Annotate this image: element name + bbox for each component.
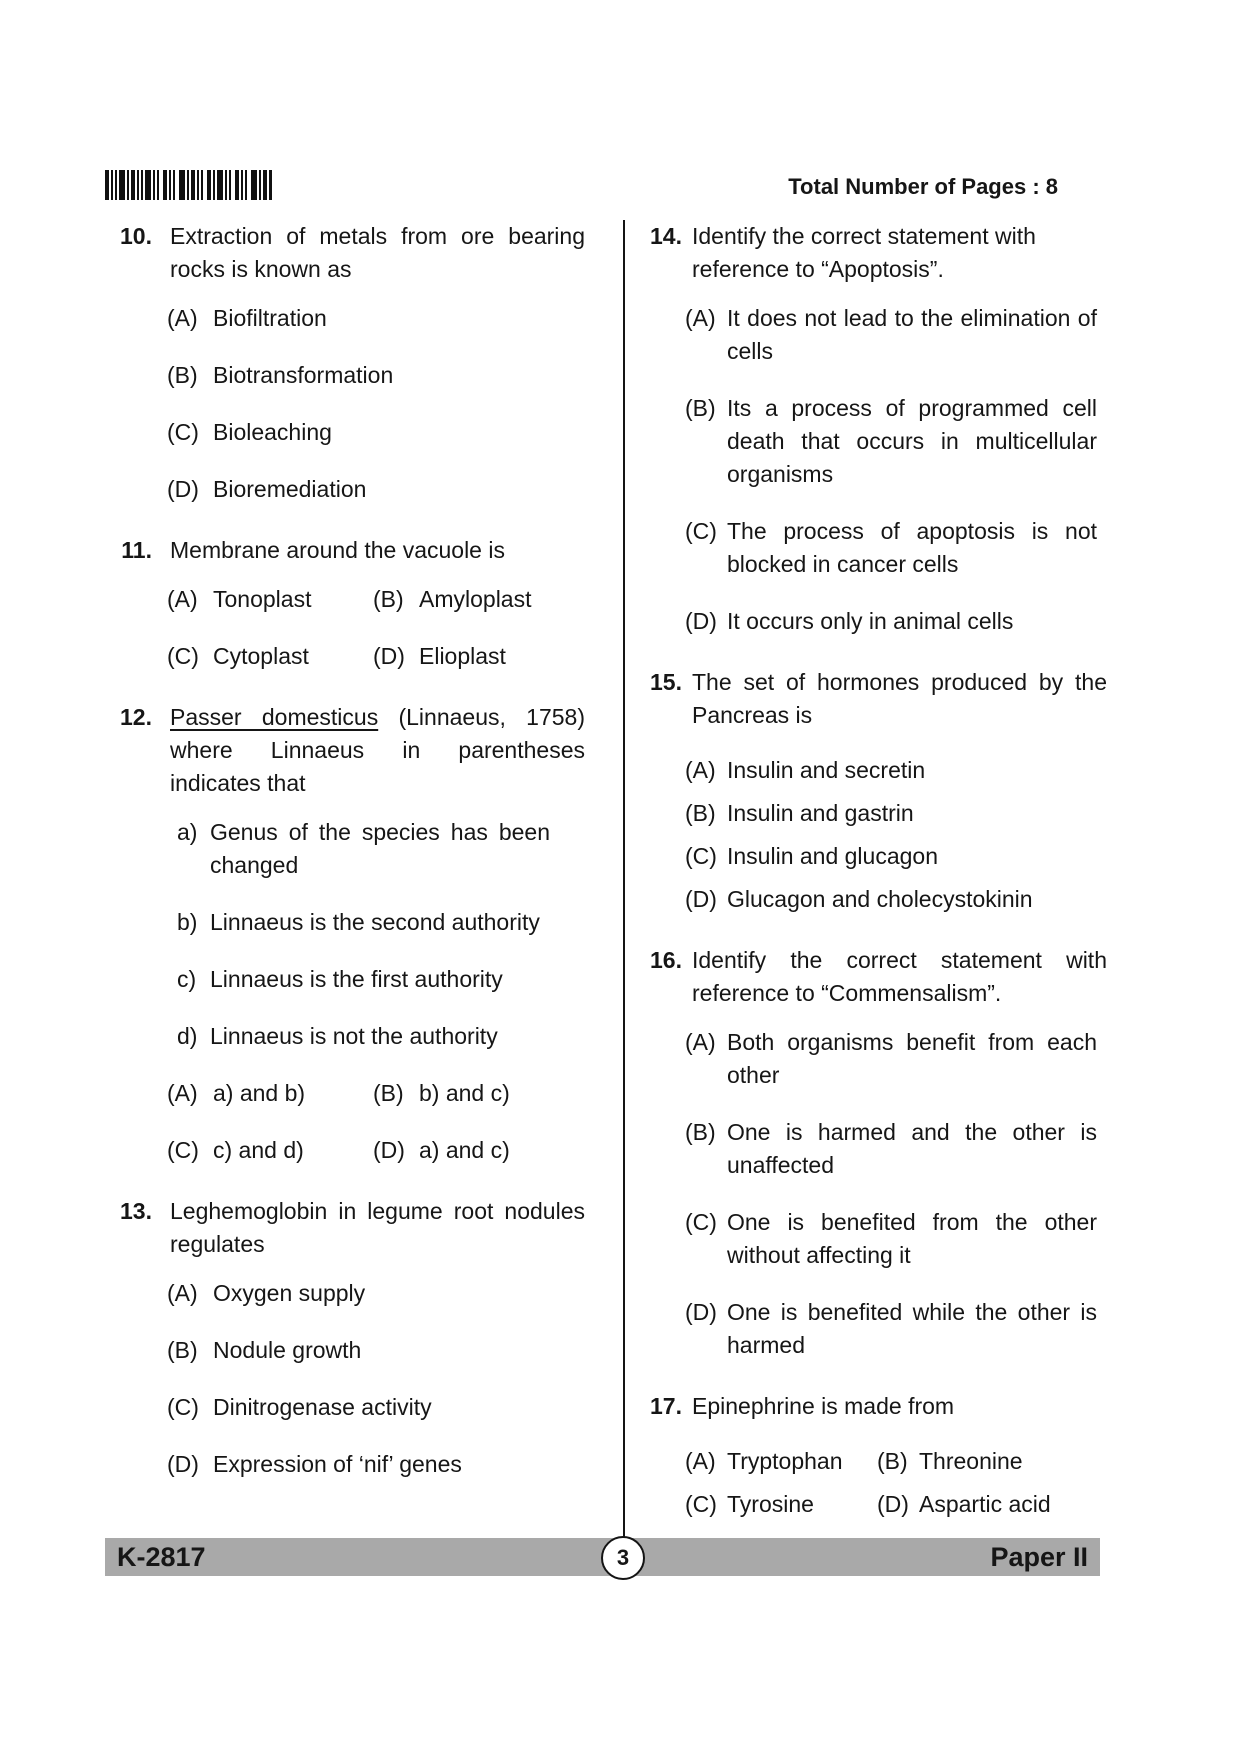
- option-text: c) and d): [213, 1137, 304, 1163]
- option-text: Oxygen supply: [213, 1280, 366, 1306]
- paper-label: Paper II: [990, 1542, 1088, 1572]
- option-b: [373, 583, 610, 616]
- option-text: Tonoplast: [213, 586, 312, 612]
- option-label: (B): [167, 362, 198, 388]
- option-text: It occurs only in animal cells: [727, 608, 1014, 634]
- question-stem: Identify the correct statement with reference to “Commensalism”.: [692, 947, 1107, 1006]
- stem-rest: (Linnaeus, 1758) where Linnaeus in parentheses indicates that: [170, 704, 585, 796]
- option-label: (B): [167, 1337, 198, 1363]
- option-c: [167, 1391, 610, 1424]
- paper-code: K-2817: [117, 1542, 206, 1572]
- option-a: [685, 1026, 1115, 1092]
- option-d: [167, 473, 610, 506]
- option-label: (D): [685, 608, 717, 634]
- option-label: (D): [167, 476, 199, 502]
- option-text: Glucagon and cholecystokinin: [727, 886, 1033, 912]
- question-stem: Extraction of metals from ore bearing rocks is known as: [170, 223, 585, 282]
- option-text: One is benefited from the other without affecting it: [727, 1209, 1097, 1268]
- option-label: (A): [167, 305, 198, 331]
- option-a: [685, 754, 1115, 787]
- option-label: (B): [685, 395, 716, 421]
- option-label: (B): [685, 1119, 716, 1145]
- page-number-badge: [601, 1536, 645, 1580]
- option-a: [167, 1277, 610, 1310]
- question-number: 14.: [650, 223, 682, 249]
- page-number: 3: [616, 1545, 630, 1570]
- option-c: [167, 640, 373, 673]
- option-text: Cytoplast: [213, 643, 309, 669]
- question-13: [95, 1195, 610, 1481]
- option-text: Amyloplast: [419, 586, 532, 612]
- option-text: Tyrosine: [727, 1491, 814, 1517]
- sub-option-text: Linnaeus is not the authority: [210, 1023, 498, 1049]
- option-label: (C): [685, 1209, 717, 1235]
- barcode-icon: [105, 170, 272, 200]
- sub-option-label: c): [177, 966, 197, 992]
- option-label: (C): [685, 518, 717, 544]
- option-b: [685, 797, 1115, 830]
- question-number: 11.: [121, 537, 152, 563]
- option-d: [685, 605, 1115, 638]
- option-text: Nodule growth: [213, 1337, 362, 1363]
- left-column: [95, 207, 610, 1509]
- question-stem: The set of hormones produced by the Pancreas is: [692, 669, 1107, 728]
- option-b: [167, 359, 610, 392]
- option-label: (C): [685, 1491, 717, 1517]
- option-label: (A): [685, 1029, 716, 1055]
- option-b: [373, 1077, 610, 1110]
- option-b: [685, 392, 1115, 491]
- option-text: Aspartic acid: [919, 1491, 1051, 1517]
- option-text: Bioleaching: [213, 419, 332, 445]
- option-label: (B): [373, 1080, 404, 1106]
- question-stem: Membrane around the vacuole is: [170, 537, 505, 563]
- option-b: [685, 1116, 1115, 1182]
- option-text: Elioplast: [419, 643, 506, 669]
- option-text: Its a process of programmed cell death that occurs in multicellular organisms: [727, 395, 1097, 487]
- option-d: [685, 883, 1115, 916]
- option-c: [167, 416, 610, 449]
- question-number: 16.: [650, 947, 682, 973]
- option-label: (D): [877, 1491, 909, 1517]
- option-label: (C): [167, 419, 199, 445]
- sub-option-a: [177, 816, 610, 882]
- option-label: (D): [373, 1137, 405, 1163]
- option-c: [685, 840, 1115, 873]
- option-label: (A): [685, 305, 716, 331]
- question-11: [95, 534, 610, 673]
- sub-option-d: [177, 1020, 610, 1053]
- question-number: 12.: [120, 704, 152, 730]
- question-16: [640, 944, 1115, 1362]
- option-text: Both organisms benefit from each other: [727, 1029, 1097, 1088]
- question-17: [640, 1390, 1115, 1531]
- option-label: (C): [167, 1394, 199, 1420]
- question-12: [95, 701, 610, 1167]
- option-label: (C): [685, 843, 717, 869]
- option-a: [685, 1445, 877, 1478]
- option-label: (B): [685, 800, 716, 826]
- option-a: [167, 583, 373, 616]
- question-number: 13.: [120, 1198, 152, 1224]
- option-c: [685, 515, 1115, 581]
- species-name: Passer domesticus: [170, 704, 379, 730]
- option-label: (C): [167, 643, 199, 669]
- column-divider: [623, 220, 625, 1538]
- question-10: [95, 220, 610, 506]
- option-label: (B): [373, 586, 404, 612]
- question-stem: [170, 701, 585, 800]
- question-stem: Identify the correct statement with reference to “Apoptosis”.: [692, 223, 1036, 282]
- question-number: 10.: [120, 223, 152, 249]
- option-text: Insulin and gastrin: [727, 800, 914, 826]
- option-d: [373, 1134, 610, 1167]
- sub-option-c: [177, 963, 610, 996]
- option-label: (C): [167, 1137, 199, 1163]
- option-text: a) and b): [213, 1080, 306, 1106]
- sub-option-text: Linnaeus is the first authority: [210, 966, 503, 992]
- sub-option-label: a): [177, 819, 198, 845]
- total-pages-label: Total Number of Pages : 8: [788, 174, 1058, 199]
- option-text: b) and c): [419, 1080, 510, 1106]
- option-text: Insulin and secretin: [727, 757, 926, 783]
- option-text: The process of apoptosis is not blocked in cancer cells: [727, 518, 1097, 577]
- sub-option-label: d): [177, 1023, 198, 1049]
- option-a: [685, 302, 1115, 368]
- sub-option-text: Linnaeus is the second authority: [210, 909, 540, 935]
- option-d: [373, 640, 610, 673]
- option-text: Insulin and glucagon: [727, 843, 938, 869]
- question-stem: Leghemoglobin in legume root nodules regulates: [170, 1198, 585, 1257]
- option-text: It does not lead to the elimination of cells: [727, 305, 1097, 364]
- question-number: 15.: [650, 669, 682, 695]
- option-c: [685, 1488, 877, 1521]
- option-d: [877, 1488, 1115, 1531]
- option-c: [167, 1134, 373, 1167]
- option-label: (A): [685, 757, 716, 783]
- option-text: a) and c): [419, 1137, 510, 1163]
- option-label: (D): [167, 1451, 199, 1477]
- sub-option-text: Genus of the species has been changed: [210, 819, 550, 878]
- question-15: [640, 666, 1115, 916]
- option-text: Biotransformation: [213, 362, 394, 388]
- option-d: [685, 1296, 1115, 1362]
- option-text: Biofiltration: [213, 305, 327, 331]
- option-label: (D): [685, 1299, 717, 1325]
- option-label: (D): [373, 643, 405, 669]
- option-b: [877, 1445, 1115, 1478]
- option-text: Expression of ‘nif’ genes: [213, 1451, 462, 1477]
- sub-option-label: b): [177, 909, 198, 935]
- option-text: One is benefited while the other is harmed: [727, 1299, 1097, 1358]
- option-label: (A): [167, 1280, 198, 1306]
- option-label: (A): [167, 586, 198, 612]
- option-text: Dinitrogenase activity: [213, 1394, 432, 1420]
- option-c: [685, 1206, 1115, 1272]
- option-label: (B): [877, 1448, 908, 1474]
- option-text: Bioremediation: [213, 476, 367, 502]
- right-column: [640, 207, 1115, 1559]
- option-label: (D): [685, 886, 717, 912]
- question-stem: Epinephrine is made from: [692, 1393, 955, 1419]
- option-a: [167, 1077, 373, 1110]
- option-label: (A): [685, 1448, 716, 1474]
- sub-option-b: [177, 906, 610, 939]
- question-number: 17.: [650, 1393, 682, 1419]
- option-b: [167, 1334, 610, 1367]
- option-text: One is harmed and the other is unaffected: [727, 1119, 1097, 1178]
- option-text: Threonine: [919, 1448, 1023, 1474]
- option-d: [167, 1448, 610, 1481]
- option-a: [167, 302, 610, 335]
- option-text: Tryptophan: [727, 1448, 843, 1474]
- question-14: [640, 220, 1115, 638]
- option-label: (A): [167, 1080, 198, 1106]
